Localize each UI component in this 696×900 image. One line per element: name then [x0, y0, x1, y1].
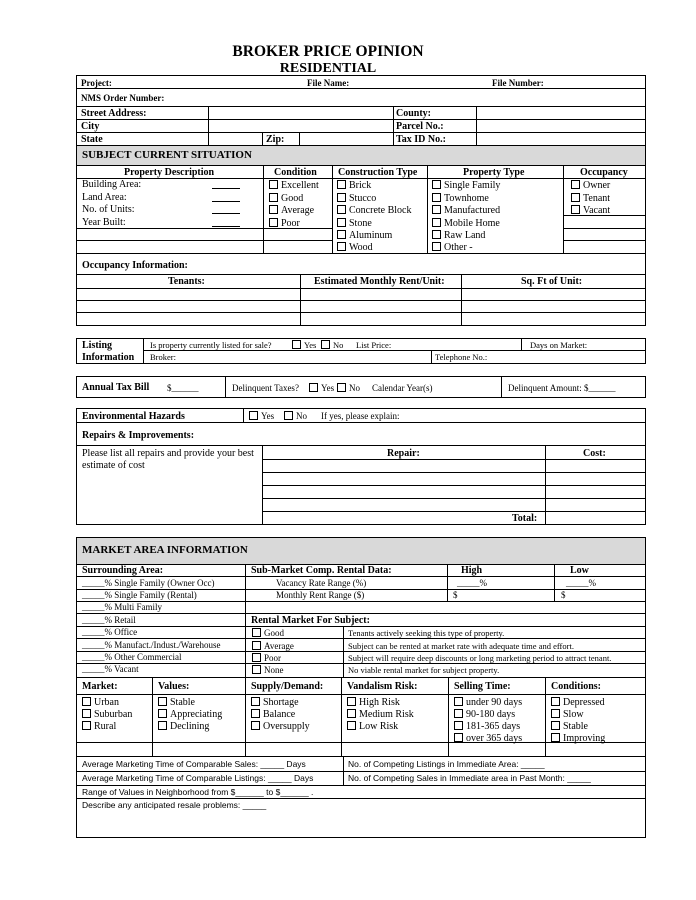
- selling-181-365[interactable]: 181-365 days: [454, 721, 520, 732]
- rental-market-label: Rental Market For Subject:: [251, 615, 370, 626]
- market-suburban[interactable]: Suburban: [82, 709, 132, 720]
- market-urban[interactable]: Urban: [82, 697, 119, 708]
- col-construction-type: Construction Type: [338, 167, 418, 178]
- checkbox-icon: [432, 218, 441, 227]
- vacancy-range-label: Vacancy Rate Range (%): [276, 578, 367, 588]
- surrounding-area-label: Surrounding Area:: [82, 565, 164, 576]
- checkbox-icon: [432, 230, 441, 239]
- listed-question: Is property currently listed for sale?: [150, 340, 272, 350]
- selling-time-group-title: Selling Time:: [454, 681, 511, 692]
- checkbox-icon: [252, 628, 261, 637]
- vacancy-low[interactable]: _____%: [566, 578, 596, 588]
- surrounding-vacant: _____% Vacant: [82, 664, 139, 674]
- checkbox-icon: [337, 205, 346, 214]
- selling-under-90[interactable]: under 90 days: [454, 697, 522, 708]
- delinquent-yes[interactable]: Yes: [309, 383, 334, 393]
- checkbox-icon: [571, 180, 580, 189]
- checkbox-icon: [551, 721, 560, 730]
- annual-tax-label: Annual Tax Bill: [82, 382, 150, 393]
- subject-heading: SUBJECT CURRENT SITUATION: [82, 149, 252, 161]
- checkbox-icon: [551, 709, 560, 718]
- nms-order-label: NMS Order Number:: [81, 93, 165, 103]
- env-hazards-label: Environmental Hazards: [82, 411, 185, 422]
- rental-good-desc: Tenants actively seeking this type of property.: [348, 628, 505, 638]
- checkbox-icon: [571, 193, 580, 202]
- condition-poor[interactable]: Poor: [269, 218, 300, 229]
- est-rent-col: Estimated Monthly Rent/Unit:: [314, 276, 445, 287]
- delinquent-amount-label: Delinquent Amount: $______: [508, 383, 616, 393]
- checkbox-icon: [251, 721, 260, 730]
- low-col: Low: [570, 565, 589, 576]
- supply-balance[interactable]: Balance: [251, 709, 295, 720]
- checkbox-icon: [309, 383, 318, 392]
- competing-sales: No. of Competing Sales in Immediate area in Past Month: _____: [348, 773, 591, 783]
- occupancy-info-label: Occupancy Information:: [82, 260, 188, 271]
- checkbox-icon: [269, 205, 278, 214]
- surrounding-multi-family: _____% Multi Family: [82, 602, 163, 612]
- values-appreciating[interactable]: Appreciating: [158, 709, 222, 720]
- conditions-stable[interactable]: Stable: [551, 721, 588, 732]
- checkbox-icon: [251, 709, 260, 718]
- telephone-label: Telephone No.:: [435, 352, 488, 362]
- state-label: State: [81, 134, 103, 145]
- col-property-type: Property Type: [463, 167, 525, 178]
- checkbox-icon: [251, 697, 260, 706]
- env-no[interactable]: No: [284, 411, 307, 421]
- avg-marketing-listings: Average Marketing Time of Comparable Listings: _____ Days: [82, 773, 314, 783]
- conditions-depressed[interactable]: Depressed: [551, 697, 605, 708]
- checkbox-icon: [252, 641, 261, 650]
- surrounding-sf-owner: _____% Single Family (Owner Occ): [82, 578, 215, 588]
- checkbox-icon: [432, 242, 441, 251]
- type-single-family[interactable]: Single Family: [432, 180, 500, 191]
- city-label: City: [81, 121, 100, 132]
- type-raw-land[interactable]: Raw Land: [432, 230, 485, 241]
- vandalism-high[interactable]: High Risk: [347, 697, 400, 708]
- conditions-slow[interactable]: Slow: [551, 709, 584, 720]
- checkbox-icon: [321, 340, 330, 349]
- surrounding-sf-rental: _____% Single Family (Rental): [82, 590, 197, 600]
- construction-concrete-block[interactable]: Concrete Block: [337, 205, 411, 216]
- page-subtitle: RESIDENTIAL: [279, 61, 377, 76]
- checkbox-icon: [337, 180, 346, 189]
- tenants-col: Tenants:: [168, 276, 205, 287]
- values-declining[interactable]: Declining: [158, 721, 209, 732]
- checkbox-icon: [347, 697, 356, 706]
- checkbox-icon: [82, 697, 91, 706]
- page-title: BROKER PRICE OPINION: [232, 43, 424, 60]
- rental-none-desc: No viable rental market for subject property.: [348, 665, 500, 675]
- rental-poor[interactable]: Poor: [252, 653, 281, 663]
- construction-wood[interactable]: Wood: [337, 242, 373, 253]
- selling-90-180[interactable]: 90-180 days: [454, 709, 515, 720]
- broker-label: Broker:: [150, 352, 176, 362]
- cost-col: Cost:: [583, 448, 606, 459]
- tax-id-label: Tax ID No.:: [396, 134, 446, 145]
- high-col: High: [461, 565, 483, 576]
- conditions-improving[interactable]: Improving: [551, 733, 605, 744]
- resale-problems: Describe any anticipated resale problems: _____: [82, 800, 267, 810]
- file-number-label: File Number:: [492, 78, 544, 88]
- market-group-title: Market:: [82, 681, 118, 692]
- building-area-label: Building Area:: [82, 179, 142, 190]
- vandalism-low[interactable]: Low Risk: [347, 721, 398, 732]
- competing-listings: No. of Competing Listings in Immediate Area: _____: [348, 759, 545, 769]
- condition-excellent[interactable]: Excellent: [269, 180, 319, 191]
- rental-average[interactable]: Average: [252, 641, 294, 651]
- construction-brick[interactable]: Brick: [337, 180, 371, 191]
- project-label: Project:: [81, 78, 112, 88]
- vandalism-group-title: Vandalism Risk:: [347, 681, 418, 692]
- street-address-label: Street Address:: [81, 108, 147, 119]
- checkbox-icon: [337, 383, 346, 392]
- monthly-rent-range-label: Monthly Rent Range ($): [276, 590, 365, 600]
- delinquent-taxes-label: Delinquent Taxes?: [232, 383, 299, 393]
- checkbox-icon: [347, 709, 356, 718]
- land-area-label: Land Area:: [82, 192, 127, 203]
- supply-oversupply[interactable]: Oversupply: [251, 721, 310, 732]
- checkbox-icon: [269, 218, 278, 227]
- surrounding-manufact: _____% Manufact./Indust./Warehouse: [82, 640, 221, 650]
- vandalism-medium[interactable]: Medium Risk: [347, 709, 414, 720]
- rental-good[interactable]: Good: [252, 628, 284, 638]
- env-explain-label: If yes, please explain:: [321, 411, 400, 421]
- condition-average[interactable]: Average: [269, 205, 314, 216]
- submarket-label: Sub-Market Comp. Rental Data:: [251, 565, 392, 576]
- checkbox-icon: [158, 709, 167, 718]
- surrounding-retail: _____% Retail: [82, 615, 136, 625]
- units-label: No. of Units:: [82, 204, 135, 215]
- selling-over-365[interactable]: over 365 days: [454, 733, 522, 744]
- checkbox-icon: [252, 665, 261, 674]
- sqft-col: Sq. Ft of Unit:: [521, 276, 583, 287]
- checkbox-icon: [158, 721, 167, 730]
- col-occupancy: Occupancy: [580, 167, 628, 178]
- construction-aluminum[interactable]: Aluminum: [337, 230, 392, 241]
- occupancy-tenant[interactable]: Tenant: [571, 193, 610, 204]
- vacancy-high[interactable]: _____%: [457, 578, 487, 588]
- env-yes[interactable]: Yes: [249, 411, 274, 421]
- surrounding-other-commercial: _____% Other Commercial: [82, 652, 182, 662]
- rental-average-desc: Subject can be rented at market rate with adequate time and effort.: [348, 641, 574, 651]
- checkbox-icon: [269, 180, 278, 189]
- file-name-label: File Name:: [307, 78, 350, 88]
- type-other[interactable]: Other -: [432, 242, 473, 253]
- checkbox-icon: [551, 697, 560, 706]
- year-built-label: Year Built:: [82, 217, 126, 228]
- rent-low[interactable]: $: [561, 590, 566, 600]
- checkbox-icon: [454, 733, 463, 742]
- checkbox-icon: [454, 721, 463, 730]
- rent-high[interactable]: $: [453, 590, 458, 600]
- checkbox-icon: [432, 180, 441, 189]
- checkbox-icon: [432, 193, 441, 202]
- checkbox-icon: [82, 721, 91, 730]
- delinquent-no[interactable]: No: [337, 383, 360, 393]
- occupancy-vacant[interactable]: Vacant: [571, 205, 610, 216]
- type-townhome[interactable]: Townhome: [432, 193, 489, 204]
- construction-stucco[interactable]: Stucco: [337, 193, 376, 204]
- checkbox-icon: [454, 697, 463, 706]
- checkbox-icon: [82, 709, 91, 718]
- days-on-market-label: Days on Market:: [530, 340, 588, 350]
- checkbox-icon: [454, 709, 463, 718]
- supply-shortage[interactable]: Shortage: [251, 697, 299, 708]
- checkbox-icon: [571, 205, 580, 214]
- market-heading: MARKET AREA INFORMATION: [82, 544, 248, 556]
- occupancy-owner[interactable]: Owner: [571, 180, 610, 191]
- listing-label-1: Listing: [82, 340, 113, 351]
- repairs-heading: Repairs & Improvements:: [82, 430, 195, 441]
- surrounding-office: _____% Office: [82, 627, 138, 637]
- checkbox-icon: [292, 340, 301, 349]
- list-price-label: List Price:: [356, 340, 392, 350]
- avg-marketing-sales: Average Marketing Time of Comparable Sales: _____ Days: [82, 759, 306, 769]
- repair-col: Repair:: [387, 448, 420, 459]
- checkbox-icon: [337, 193, 346, 202]
- checkbox-icon: [337, 230, 346, 239]
- listed-no[interactable]: No: [321, 340, 343, 350]
- col-property-description: Property Description: [124, 167, 215, 178]
- checkbox-icon: [249, 411, 258, 420]
- repairs-instructions: Please list all repairs and provide your best estimate of cost: [82, 448, 254, 471]
- listed-yes[interactable]: Yes: [292, 340, 316, 350]
- checkbox-icon: [269, 193, 278, 202]
- annual-tax-amount[interactable]: $______: [167, 383, 199, 393]
- rental-none[interactable]: None: [252, 665, 284, 675]
- construction-stone[interactable]: Stone: [337, 218, 372, 229]
- checkbox-icon: [284, 411, 293, 420]
- values-group-title: Values:: [158, 681, 190, 692]
- type-mobile-home[interactable]: Mobile Home: [432, 218, 500, 229]
- values-stable[interactable]: Stable: [158, 697, 195, 708]
- checkbox-icon: [337, 218, 346, 227]
- zip-label: Zip:: [266, 134, 285, 145]
- rental-poor-desc: Subject will require deep discounts or long marketing period to attract tenant.: [348, 653, 612, 663]
- neighborhood-value-range: Range of Values in Neighborhood from $______ to $______ .: [82, 787, 314, 797]
- calendar-years-label: Calendar Year(s): [372, 383, 433, 393]
- checkbox-icon: [158, 697, 167, 706]
- supply-group-title: Supply/Demand:: [251, 681, 324, 692]
- checkbox-icon: [432, 205, 441, 214]
- market-rural[interactable]: Rural: [82, 721, 116, 732]
- county-label: County:: [396, 108, 432, 119]
- type-manufactured[interactable]: Manufactured: [432, 205, 500, 216]
- listing-label-2: Information: [82, 352, 135, 363]
- conditions-group-title: Conditions:: [551, 681, 602, 692]
- checkbox-icon: [337, 242, 346, 251]
- total-label: Total:: [512, 513, 538, 524]
- checkbox-icon: [252, 653, 261, 662]
- parcel-label: Parcel No.:: [396, 121, 444, 132]
- col-condition: Condition: [274, 167, 317, 178]
- condition-good[interactable]: Good: [269, 193, 303, 204]
- checkbox-icon: [347, 721, 356, 730]
- checkbox-icon: [551, 733, 560, 742]
